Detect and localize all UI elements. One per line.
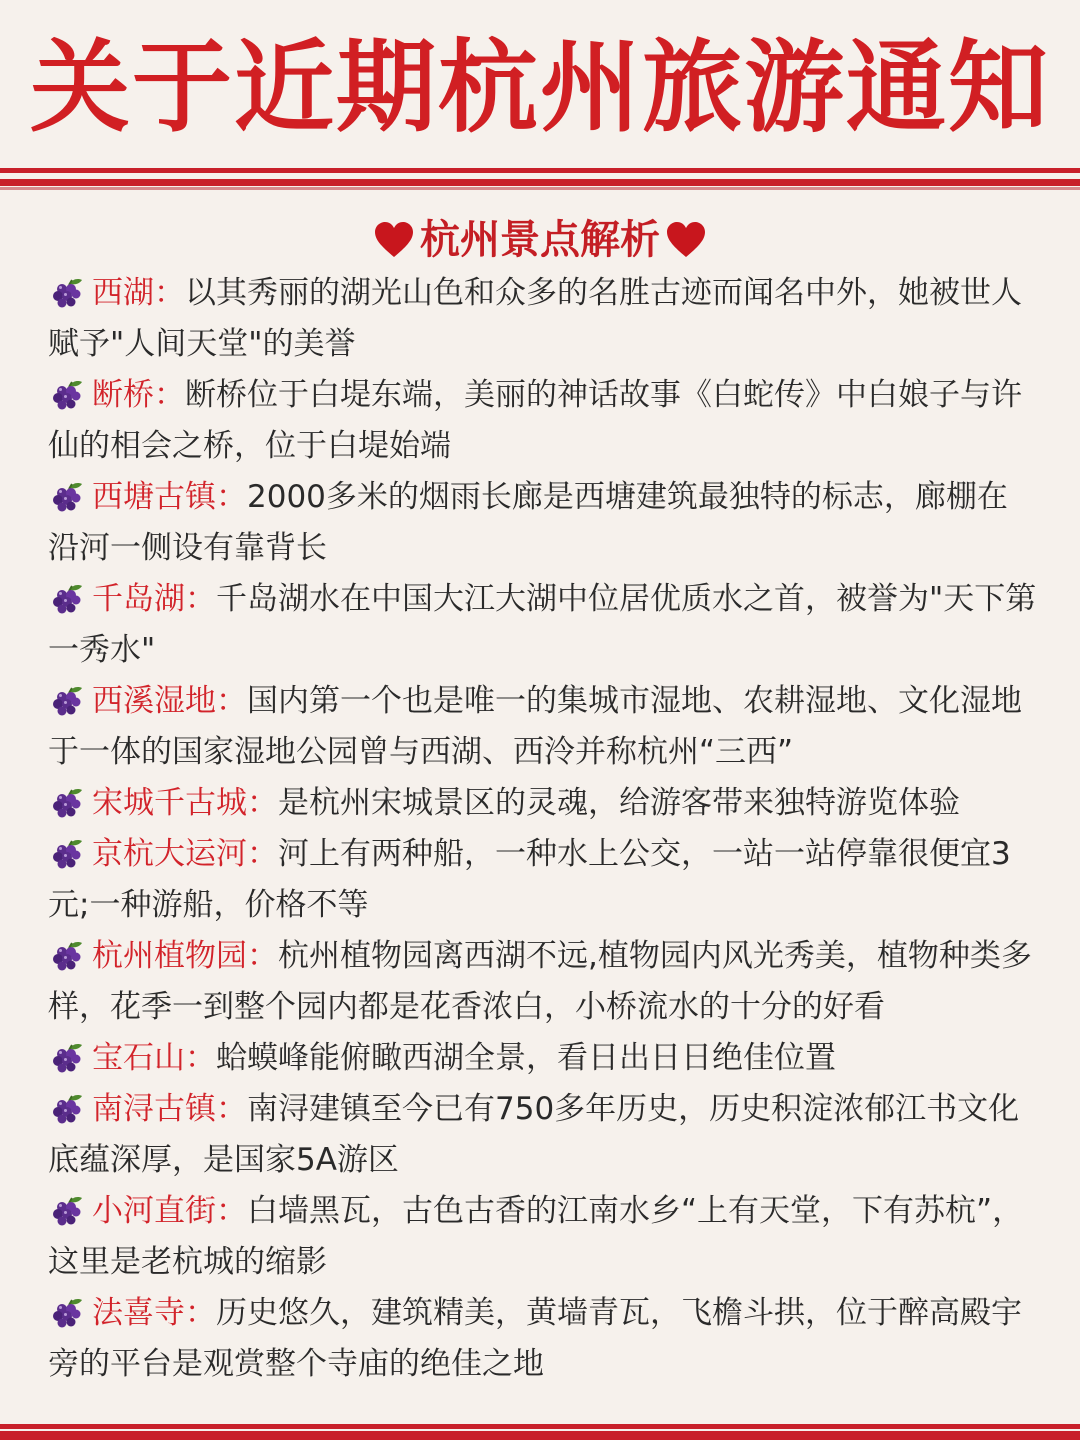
attraction-description: 河上有两种船，一种水上公交，一站一站停靠很便宜3元;一种游船，价格不等 bbox=[48, 836, 1011, 923]
list-item bbox=[48, 778, 1038, 829]
grape-icon bbox=[50, 274, 84, 306]
attraction-description: 千岛湖水在中国大江大湖中位居优质水之首，被誉为"天下第一秀水" bbox=[48, 581, 1037, 668]
attraction-name: 西塘古镇： bbox=[92, 479, 247, 515]
attraction-description: 国内第一个也是唯一的集城市湿地、农耕湿地、文化湿地于一体的国家湿地公园曾与西湖、西泠并称杭州“三西” bbox=[48, 683, 1022, 770]
attraction-description: 是杭州宋城景区的灵魂，给游客带来独特游览体验 bbox=[278, 785, 960, 821]
list-item bbox=[48, 1033, 1038, 1084]
attraction-name: 西湖： bbox=[92, 275, 185, 311]
grape-icon bbox=[50, 937, 84, 969]
top-divider-shadow bbox=[0, 187, 1080, 190]
list-item bbox=[48, 370, 1038, 472]
attraction-name: 断桥： bbox=[92, 377, 185, 413]
attraction-name: 法喜寺： bbox=[92, 1295, 216, 1331]
grape-icon bbox=[50, 835, 84, 867]
grape-icon bbox=[50, 1090, 84, 1122]
attraction-description: 蛤蟆峰能俯瞰西湖全景，看日出日日绝佳位置 bbox=[216, 1040, 836, 1076]
grape-icon bbox=[50, 1192, 84, 1224]
list-item bbox=[48, 829, 1038, 931]
attraction-description: 杭州植物园离西湖不远,植物园内风光秀美，植物种类多样，花季一到整个园内都是花香浓白，小桥流水的十分的好看 bbox=[48, 938, 1032, 1025]
grape-icon bbox=[50, 478, 84, 510]
bottom-divider bbox=[0, 1424, 1080, 1429]
top-divider-thick bbox=[0, 179, 1080, 186]
list-item bbox=[48, 676, 1038, 778]
heart-icon bbox=[666, 221, 706, 259]
attraction-name: 小河直街： bbox=[92, 1193, 247, 1229]
attraction-name: 千岛湖： bbox=[92, 581, 216, 617]
list-item bbox=[48, 931, 1038, 1033]
grape-icon bbox=[50, 376, 84, 408]
attraction-description: 历史悠久，建筑精美，黄墙青瓦，飞檐斗拱，位于醉高殿宇旁的平台是观赏整个寺庙的绝佳之地 bbox=[48, 1295, 1022, 1382]
grape-icon bbox=[50, 682, 84, 714]
grape-icon bbox=[50, 580, 84, 612]
grape-icon bbox=[50, 1039, 84, 1071]
attraction-name: 宝石山： bbox=[92, 1040, 216, 1076]
list-item bbox=[48, 472, 1038, 574]
grape-icon bbox=[50, 1294, 84, 1326]
grape-icon bbox=[50, 784, 84, 816]
attraction-description: 以其秀丽的湖光山色和众多的名胜古迹而闻名中外，她被世人赋予"人间天堂"的美誉 bbox=[48, 275, 1022, 362]
attraction-description: 断桥位于白堤东端，美丽的神话故事《白蛇传》中白娘子与许仙的相会之桥，位于白堤始端 bbox=[48, 377, 1022, 464]
list-item bbox=[48, 1186, 1038, 1288]
section-title: 杭州景点解析 bbox=[420, 217, 660, 263]
list-item bbox=[48, 1084, 1038, 1186]
bottom-divider-thick bbox=[0, 1431, 1080, 1440]
heart-icon bbox=[374, 221, 414, 259]
attraction-name: 京杭大运河： bbox=[92, 836, 278, 872]
attraction-name: 杭州植物园： bbox=[92, 938, 278, 974]
attraction-name: 西溪湿地： bbox=[92, 683, 247, 719]
page-title: 关于近期杭州旅游通知 bbox=[30, 29, 1050, 146]
list-item bbox=[48, 268, 1038, 370]
attraction-list bbox=[48, 268, 1038, 1390]
attraction-name: 南浔古镇： bbox=[92, 1091, 247, 1127]
attraction-name: 宋城千古城： bbox=[92, 785, 278, 821]
attraction-description: 2000多米的烟雨长廊是西塘建筑最独特的标志，廊棚在沿河一侧设有靠背长 bbox=[48, 479, 1008, 566]
attraction-description: 白墙黑瓦，古色古香的江南水乡“上有天堂，下有苏杭”，这里是老杭城的缩影 bbox=[48, 1193, 1024, 1280]
section-header bbox=[0, 212, 1080, 268]
list-item bbox=[48, 1288, 1038, 1390]
top-divider bbox=[0, 168, 1080, 173]
list-item bbox=[48, 574, 1038, 676]
attraction-description: 南浔建镇至今已有750多年历史，历史积淀浓郁江书文化底蕴深厚，是国家5A游区 bbox=[48, 1091, 1020, 1178]
